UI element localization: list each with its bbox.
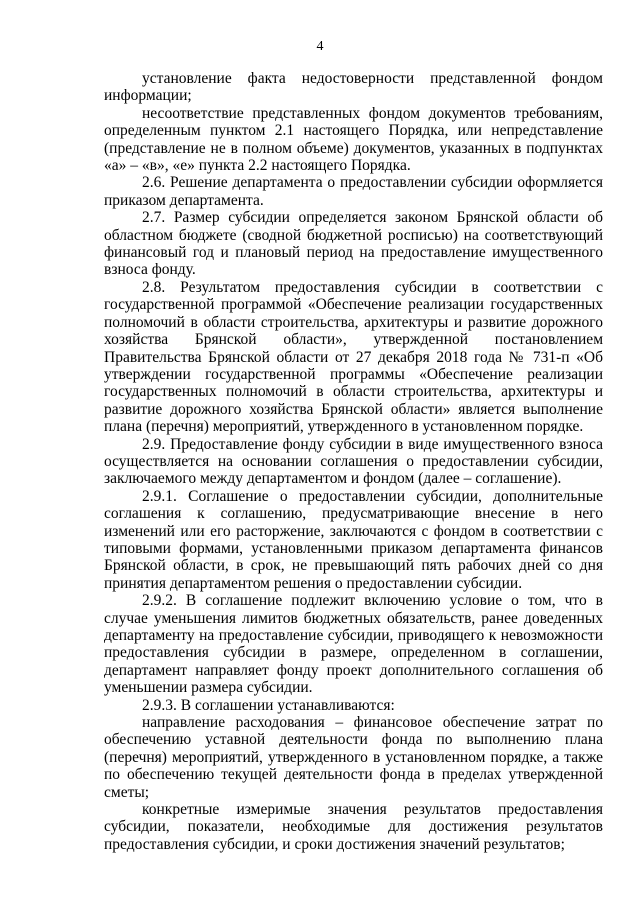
- paragraph: 2.6. Решение департамента о предоставлении субсидии оформляется приказом департамента.: [104, 174, 603, 209]
- paragraph: 2.9.2. В соглашение подлежит включению условие о том, что в случае уменьшения лимитов бюджетных обязательств, ранее доведенных департаменту на предоставление субсидии, приводящего к невозможности предоставления субсидии в размере, определенном в соглашении, департамент направляет фонду проект дополнительного соглашения об уменьшении размера субсидии.: [104, 592, 603, 697]
- paragraph: 2.9.3. В соглашении устанавливаются:: [142, 696, 395, 714]
- page-number: 4: [316, 39, 324, 54]
- paragraph: 2.9. Предоставление фонду субсидии в виде имущественного взноса осуществляется на основании соглашения о предоставлении субсидии, заключаемого между департаментом и фондом (далее – соглашение).: [104, 435, 603, 488]
- paragraph: 2.9.1. Соглашение о предоставлении субсидии, дополнительные соглашения к соглашению, предусматривающие внесение в него изменений или его расторжение, заключаются с фондом в соответствии с типовыми формами, установленными приказом департамента финансов Брянской области, в срок, не превышающий пять рабочих дней со дня принятия департаментом решения о предоставлении субсидии.: [104, 487, 603, 592]
- paragraph: 2.7. Размер субсидии определяется законом Брянской области об областном бюджете (сводной бюджетной росписью) на соответствующий финансовый год и плановый период на предоставление имущественного взноса фонду.: [104, 209, 603, 279]
- paragraph: направление расходования – финансовое обеспечение затрат по обеспечению уставной деятельности фонда по выполнению плана (перечня) мероприятий, утвержденного в установленном порядке, а также по обеспечению текущей деятельности фонда в пределах утвержденной сметы;: [104, 714, 603, 801]
- paragraph: конкретные измеримые значения результатов предоставления субсидии, показатели, необходимые для достижения результатов предоставления субсидии, и сроки достижения значений результатов;: [104, 801, 603, 853]
- paragraph: несоответствие представленных фондом документов требованиям, определенным пунктом 2.1 настоящего Порядка, или непредставление (представление не в полном объеме) документов, указанных в подпунктах «а» – «в», «е» пункта 2.2 настоящего Порядка.: [104, 104, 603, 175]
- paragraph: установление факта недостоверности представленной фондом информации;: [104, 70, 603, 105]
- paragraph: 2.8. Результатом предоставления субсидии в соответствии с государственной программой «Обеспечение реализации государственных полномочий в области строительства, архитектуры и развитие дорожного хозяйства Брянской области», утвержденной постановлением Правительства Брянской области от 27 декабря 2018 года № 731-п «Об утверждении государственной программы «Обеспечение реализации государственных полномочий в области строительства, архитектуры и развитие дорожного хозяйства Брянской области» является выполнение плана (перечня) мероприятий, утвержденного в установленном порядке.: [104, 278, 603, 436]
- document-body: [104, 70, 603, 853]
